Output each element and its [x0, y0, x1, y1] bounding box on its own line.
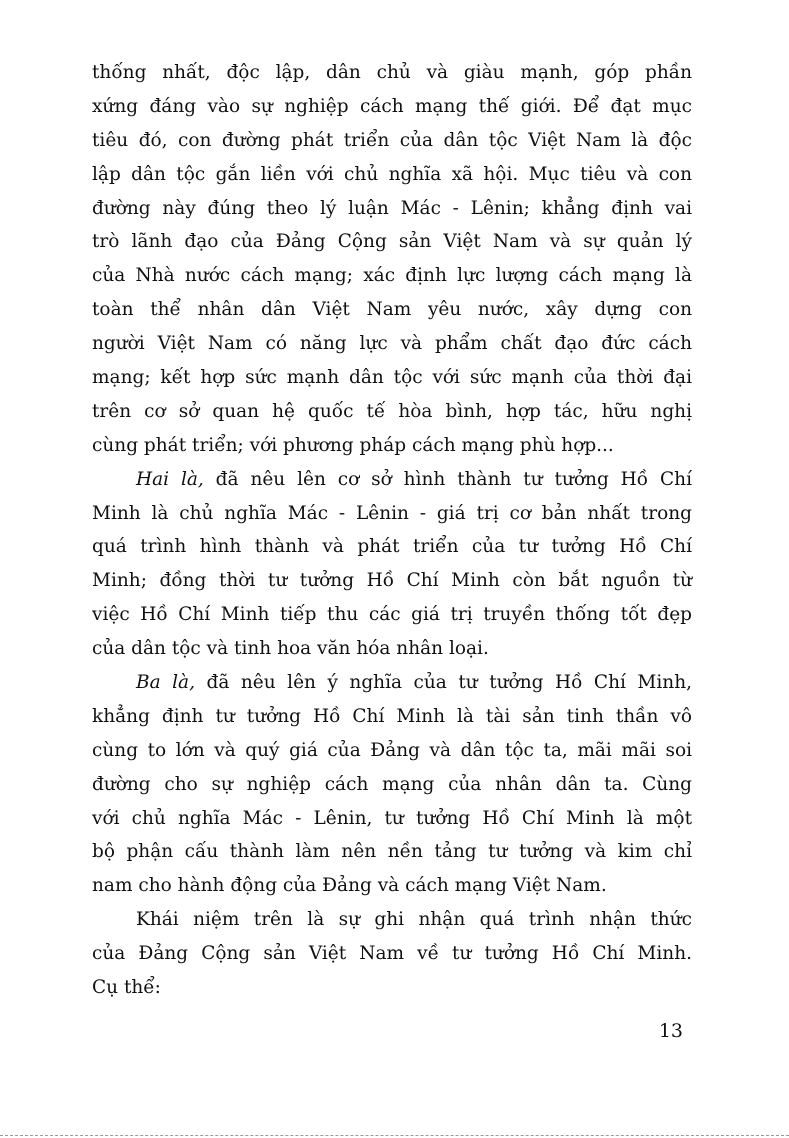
text-line [92, 259, 692, 293]
text-line [92, 124, 692, 158]
text-line [92, 293, 692, 327]
line-text: tiêu đó, con đường phát triển của dân tộc Việt Nam là độc [92, 129, 692, 151]
paragraph [92, 903, 692, 1005]
line-text: cùng to lớn và quý giá của Đảng và dân tộc ta, mãi mãi soi [92, 739, 692, 761]
line-text: mạng; kết hợp sức mạnh dân tộc với sức mạnh của thời đại [92, 367, 692, 389]
line-text: của Đảng Cộng sản Việt Nam về tư tưởng Hồ Chí Minh. [92, 943, 692, 965]
line-text: của Nhà nước cách mạng; xác định lực lượng cách mạng là [92, 265, 692, 287]
line-text: bộ phận cấu thành làm nên nền tảng tư tưởng và kim chỉ [92, 841, 692, 863]
text-line [92, 90, 692, 124]
text-line [92, 192, 692, 226]
text-line [92, 937, 692, 971]
line-text: đã nêu lên ý nghĩa của tư tưởng Hồ Chí Minh, [194, 672, 692, 694]
paragraph [92, 56, 692, 463]
line-text: trò lãnh đạo của Đảng Cộng sản Việt Nam và sự quản lý [92, 231, 692, 253]
text-line [92, 463, 692, 497]
body-text [92, 56, 692, 1005]
text-line [92, 361, 692, 395]
line-text: Minh; đồng thời tư tưởng Hồ Chí Minh còn bắt nguồn từ [92, 570, 692, 592]
text-line [92, 530, 692, 564]
text-line [92, 666, 692, 700]
line-text: xứng đáng vào sự nghiệp cách mạng thế giới. Để đạt mục [92, 95, 692, 117]
text-line [92, 700, 692, 734]
line-text: cùng phát triển; với phương pháp cách mạng phù hợp... [92, 434, 614, 456]
text-line [92, 56, 692, 90]
text-line [92, 395, 692, 429]
text-line [92, 564, 692, 598]
line-text: nam cho hành động của Đảng và cách mạng Việt Nam. [92, 875, 607, 897]
paragraph-lead: Ba là, [136, 672, 195, 694]
text-line [92, 225, 692, 259]
text-line [92, 835, 692, 869]
line-text: quá trình hình thành và phát triển của tư tưởng Hồ Chí [92, 536, 692, 558]
line-text: người Việt Nam có năng lực và phẩm chất đạo đức cách [92, 333, 692, 355]
line-text: lập dân tộc gắn liền với chủ nghĩa xã hội. Mục tiêu và con [92, 163, 692, 185]
text-line [92, 802, 692, 836]
page-number: 13 [658, 1020, 683, 1042]
text-line [92, 971, 692, 1005]
line-text: toàn thể nhân dân Việt Nam yêu nước, xây dựng con [92, 299, 692, 321]
text-line [92, 869, 692, 903]
line-text: đường cho sự nghiệp cách mạng của nhân dân ta. Cùng [92, 773, 692, 795]
line-text: Minh là chủ nghĩa Mác - Lênin - giá trị cơ bản nhất trong [92, 502, 692, 524]
line-text: trên cơ sở quan hệ quốc tế hòa bình, hợp tác, hữu nghị [92, 400, 692, 422]
line-text: đường này đúng theo lý luận Mác - Lênin; khẳng định vai [92, 197, 692, 219]
paragraph [92, 463, 692, 666]
line-text: của dân tộc và tinh hoa văn hóa nhân loại. [92, 638, 489, 660]
text-line [92, 327, 692, 361]
text-line [92, 734, 692, 768]
line-text: đã nêu lên cơ sở hình thành tư tưởng Hồ Chí [203, 468, 692, 490]
paragraph-lead: Hai là, [136, 468, 204, 490]
text-line [92, 598, 692, 632]
line-text: Khái niệm trên là sự ghi nhận quá trình nhận thức [136, 909, 692, 931]
text-line [92, 632, 692, 666]
line-text: Cụ thể: [92, 977, 161, 999]
scan-edge-line [0, 1135, 789, 1137]
paragraph [92, 666, 692, 903]
text-line [92, 903, 692, 937]
line-text: khẳng định tư tưởng Hồ Chí Minh là tài sản tinh thần vô [92, 705, 692, 727]
text-line [92, 429, 692, 463]
text-line [92, 768, 692, 802]
line-text: với chủ nghĩa Mác - Lênin, tư tưởng Hồ Chí Minh là một [92, 807, 692, 829]
text-line [92, 497, 692, 531]
line-text: thống nhất, độc lập, dân chủ và giàu mạnh, góp phần [92, 62, 692, 83]
text-line [92, 158, 692, 192]
line-text: việc Hồ Chí Minh tiếp thu các giá trị truyền thống tốt đẹp [92, 604, 692, 626]
